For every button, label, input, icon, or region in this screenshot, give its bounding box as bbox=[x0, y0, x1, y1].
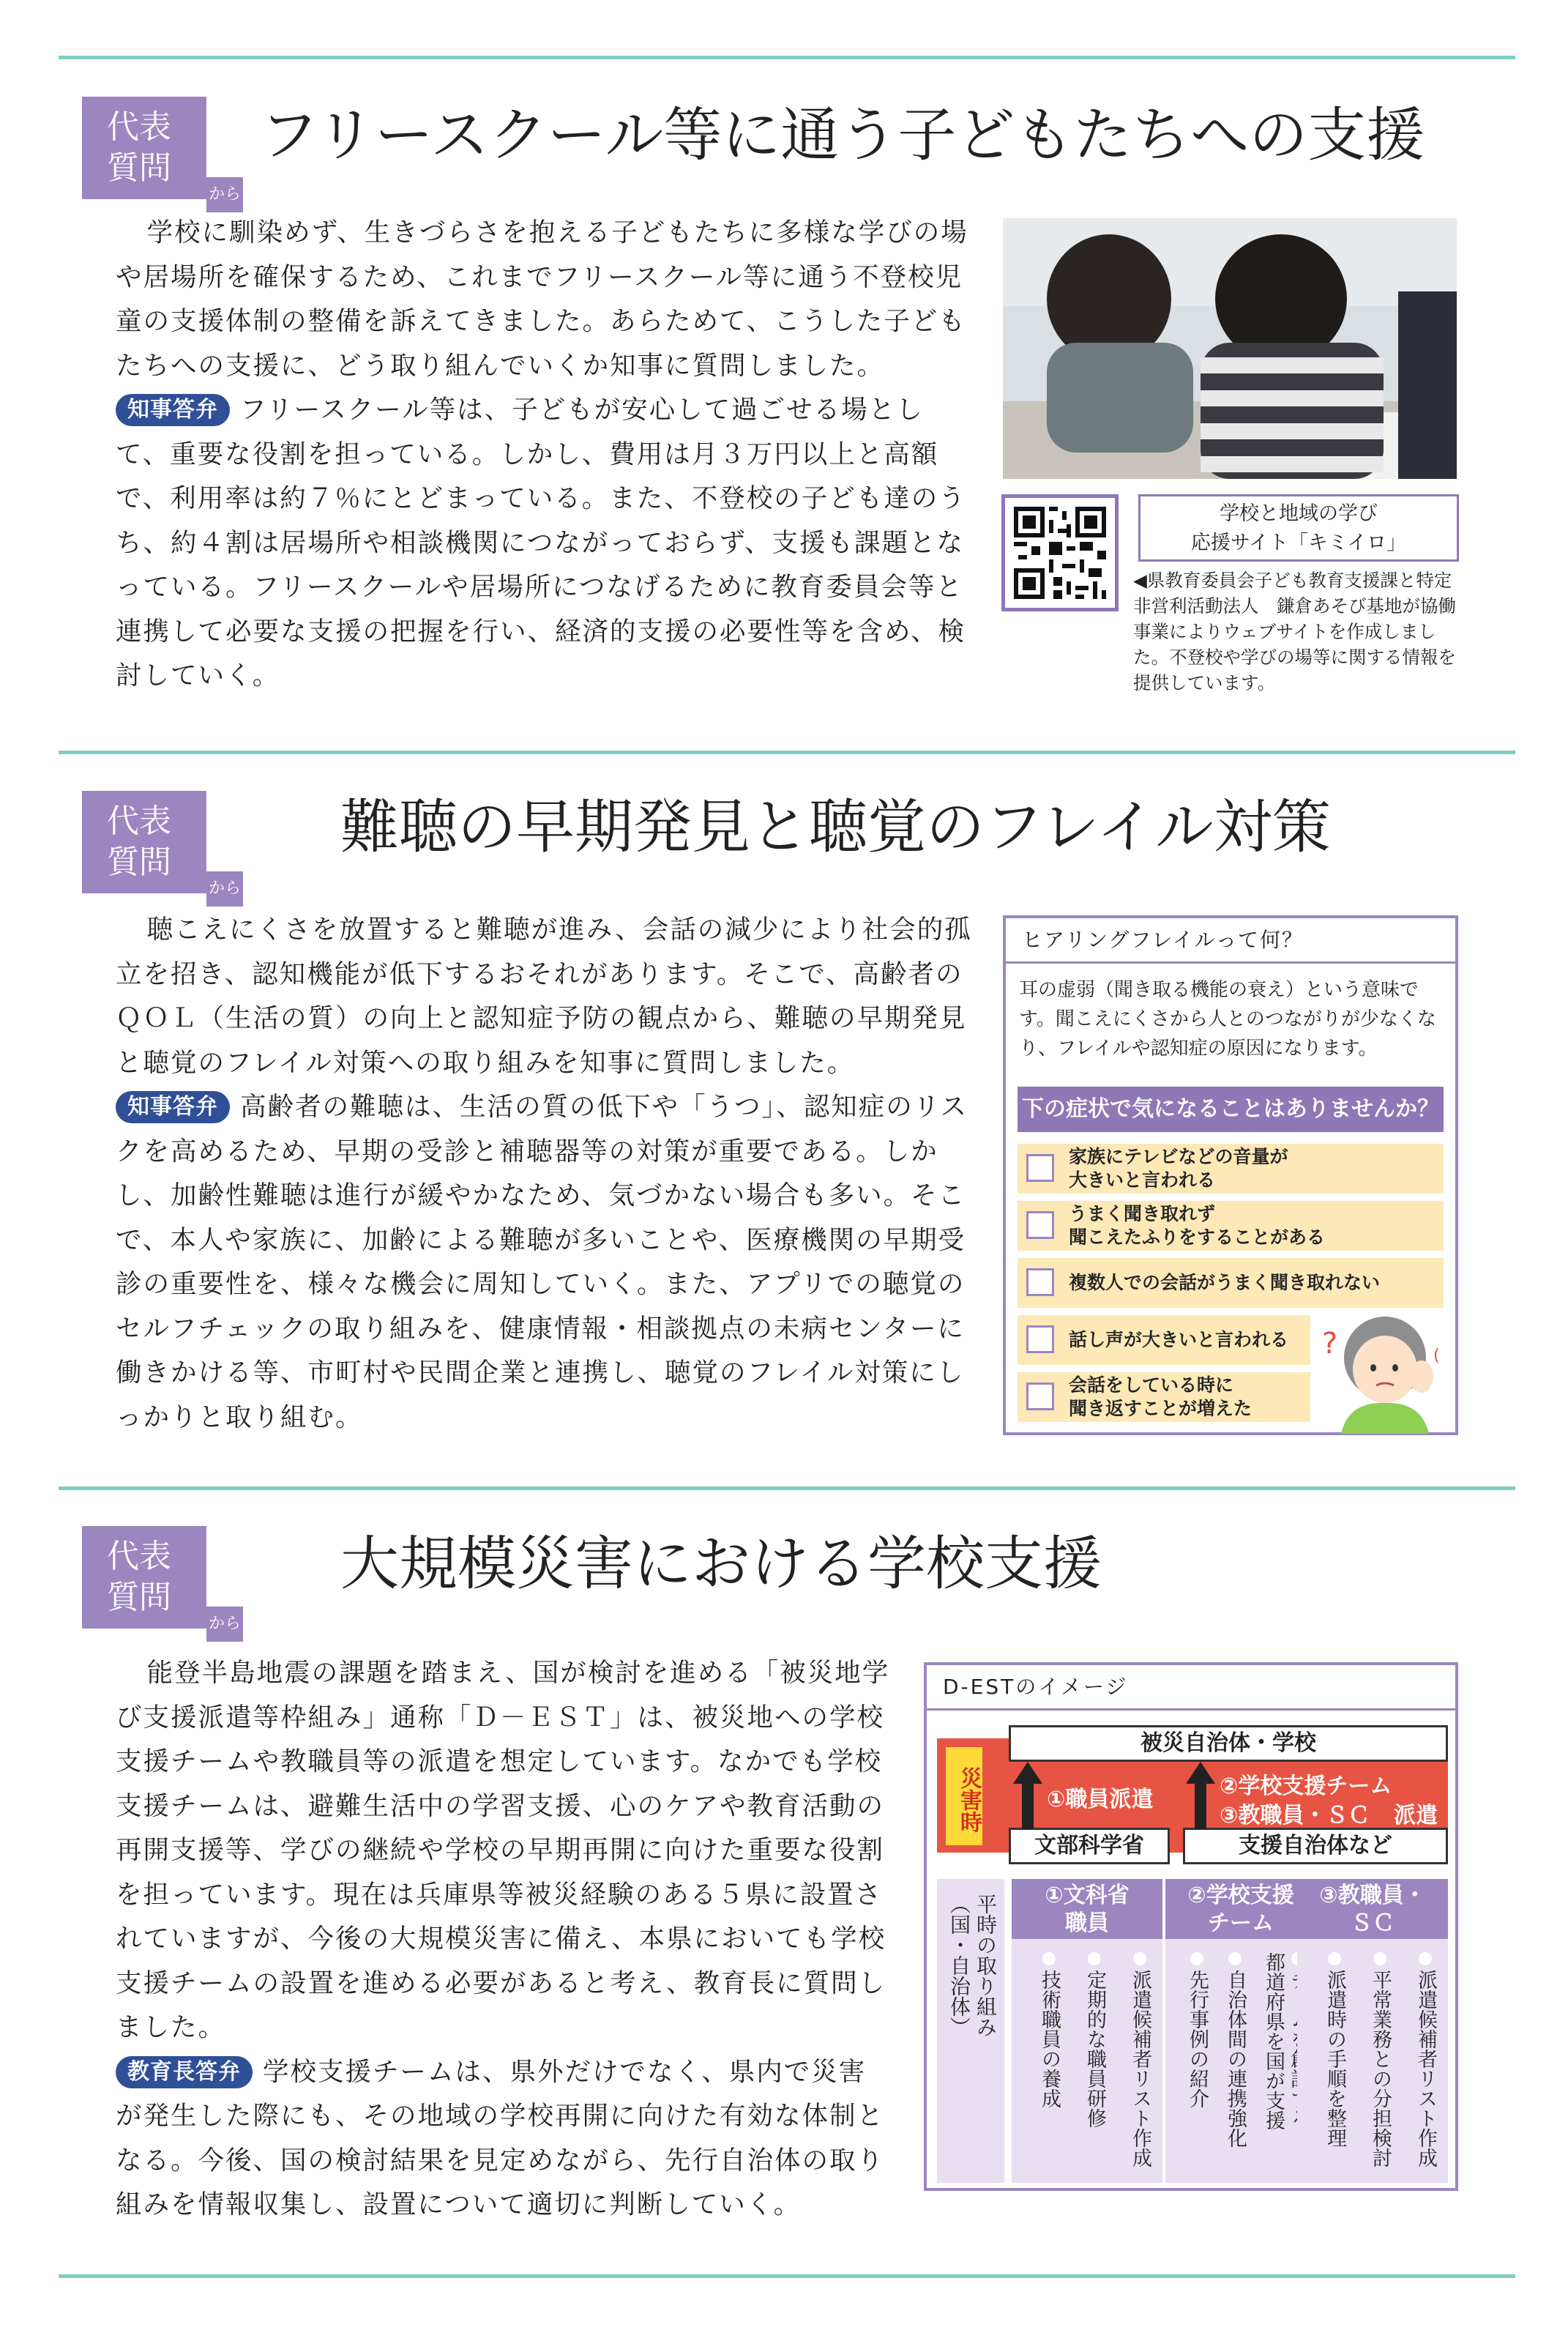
hearing-frail-box bbox=[1003, 915, 1458, 1435]
checkbox[interactable] bbox=[1026, 1268, 1054, 1296]
bullet-icon bbox=[1228, 1952, 1242, 1965]
bullet-icon bbox=[1190, 1952, 1203, 1965]
checkbox[interactable] bbox=[1026, 1154, 1054, 1182]
dispatch-label: 派遣 bbox=[1394, 1803, 1438, 1828]
symptom-item bbox=[1018, 1258, 1444, 1308]
bullet-icon bbox=[1133, 1952, 1146, 1965]
qr-code[interactable] bbox=[1001, 494, 1119, 611]
answer-text: フリースクール等は、子どもが安心して過ごせる場として、重要な役割を担っている。しかし、費用は月３万円以上と高額で、利用率は約７％にとどまっている。また、不登校の子ども達のうち、約４割は居場所や相談機関につながっておらず、支援も課題となっている。フリースクールや居場所につなげるために教育委員会等と連携して必要な支援の把握を行い、経済的支援の必要性等を含め、検討していく。 bbox=[116, 395, 966, 691]
column-item: 派遣候補者リスト作成 bbox=[1413, 1952, 1438, 2176]
dispatch-staff: ①職員派遣 bbox=[1047, 1787, 1154, 1812]
symptom-item bbox=[1018, 1315, 1310, 1365]
ministry-box: 文部科学省 bbox=[1009, 1828, 1170, 1864]
bullet-icon bbox=[1042, 1952, 1056, 1965]
column-support-team bbox=[1165, 1879, 1316, 2183]
symptom-question-bar: 下の症状で気になることはありませんか？ bbox=[1018, 1087, 1444, 1132]
question-tag bbox=[82, 1526, 241, 1658]
divider-bottom bbox=[59, 2274, 1515, 2278]
affected-box: 被災自治体・学校 bbox=[1009, 1725, 1448, 1762]
tag-sub: から bbox=[206, 1607, 243, 1642]
checkbox[interactable] bbox=[1026, 1211, 1054, 1239]
column-item: 派遣候補者リスト作成 bbox=[1127, 1952, 1152, 2176]
answer-text: 学校支援チームは、県外だけでなく、県内で災害が発生した際にも、その地域の学校再開に向けた有効な体制となる。今後、国の検討結果を見定めながら、先行自治体の取り組みを情報収集し、設置について適切に判断していく。 bbox=[116, 2056, 885, 2219]
section-body bbox=[116, 211, 972, 699]
symptom-label: 会話をしている時に 聞き返すことが増えた bbox=[1069, 1374, 1252, 1419]
section-body bbox=[116, 908, 976, 1440]
tag-main: 代表 質問 bbox=[82, 791, 206, 893]
column-item: 都道府県を国が支援 bbox=[1261, 1952, 1310, 2176]
dest-heading: D-ESTのイメージ bbox=[927, 1665, 1455, 1711]
column-ministry bbox=[1012, 1879, 1162, 2183]
question-tag bbox=[82, 97, 241, 228]
up-arrow-icon bbox=[1013, 1762, 1042, 1829]
section-title: 難聴の早期発見と聴覚のフレイル対策 bbox=[340, 793, 1331, 861]
tag-main: 代表 質問 bbox=[82, 97, 206, 199]
tag-sub: から bbox=[206, 177, 243, 212]
symptom-label: 複数人での会話がうまく聞き取れない bbox=[1069, 1272, 1381, 1293]
column-item: 自治体間の連携強化 bbox=[1222, 1952, 1247, 2176]
question-text: 能登半島地震の課題を踏まえ、国が検討を進める「被災地学び支援派遣等枠組み」通称「Ｄ－ＥＳＴ」は、被災地への学校支援チームや教職員等の派遣を想定しています。なかでも学校支援チームは、避難生活中の学習支援、心のケアや教育活動の再開支援等、学びの継続や学校の早期再開に向けた重要な役割を担っています。現在は兵庫県等被災経験のある５県に設置されていますが、今後の大規模災害に備え、本県においても学校支援チームの設置を進める必要があると考え、教育長に質問しました。 bbox=[116, 1658, 890, 2042]
hearing-description: 耳の虚弱（聞き取る機能の衰え）という意味です。聞こえにくさから人とのつながりが少なくなり、フレイルや認知症の原因になります。 bbox=[1019, 979, 1436, 1060]
dispatch-teachers: ③教職員・ＳＣ bbox=[1220, 1803, 1370, 1828]
column-head: ①文科省 職員 bbox=[1012, 1879, 1162, 1939]
answer-badge: 知事答弁 bbox=[116, 1091, 230, 1123]
symptom-item bbox=[1018, 1372, 1310, 1422]
tag-sub: から bbox=[206, 871, 243, 907]
section-title: フリースクール等に通う子どもたちへの支援 bbox=[260, 101, 1425, 169]
column-item: 技術職員の養成 bbox=[1037, 1952, 1061, 2176]
bullet-icon bbox=[1328, 1952, 1341, 1965]
normal-time-panel bbox=[937, 1879, 1004, 2183]
answer-paragraph bbox=[116, 2050, 892, 2228]
symptom-label: うまく聞き取れず 聞こえたふりをすることがある bbox=[1069, 1203, 1326, 1248]
disaster-label: 災害時 bbox=[946, 1747, 982, 1845]
column-item: 平常業務との分担検討 bbox=[1367, 1952, 1392, 2176]
svg-text:?: ? bbox=[1322, 1327, 1338, 1361]
bullet-icon bbox=[1088, 1952, 1101, 1965]
answer-text: 高齢者の難聴は、生活の質の低下や「うつ」、認知症のリスクを高めるため、早期の受診と補聴器等の対策が重要である。しかし、加齢性難聴は進行が緩やかなため、気づかない場合も多い。そこで、本人や家族に、加齢による難聴が多いことや、医療機関の早期受診の重要性を、様々な機会に周知していく。また、アプリでの聴覚のセルフチェックの取り組みを、健康情報・相談拠点の未病センターに働きかける等、市町村や民間企業と連携し、聴覚のフレイル対策にしっかりと取り組む。 bbox=[116, 1092, 968, 1432]
column-head: ②学校支援 チーム bbox=[1165, 1879, 1316, 1939]
dispatch-team: ②学校支援チーム bbox=[1220, 1774, 1392, 1799]
section-title: 大規模災害における学校支援 bbox=[340, 1530, 1102, 1598]
question-text: 学校に馴染めず、生きづらさを抱える子どもたちに多様な学びの場や居場所を確保するため、これまでフリースクール等に通う不登校児童の支援体制の整備を訴えてきました。あらためて、こうした子どもたちへの支援に、どう取り組んでいくか知事に質問しました。 bbox=[116, 217, 968, 381]
divider-top bbox=[59, 56, 1515, 59]
dest-diagram bbox=[924, 1662, 1458, 2191]
answer-badge: 教育長答弁 bbox=[116, 2056, 253, 2088]
support-box: 支援自治体など bbox=[1183, 1828, 1448, 1864]
checkbox[interactable] bbox=[1026, 1325, 1054, 1353]
elderly-woman-illustration bbox=[1312, 1309, 1451, 1434]
divider-2 bbox=[59, 1486, 1515, 1490]
symptom-label: 話し声が大きいと言われる bbox=[1069, 1329, 1289, 1350]
column-item: 定期的な職員研修 bbox=[1082, 1952, 1107, 2176]
symptom-label: 家族にテレビなどの音量が 大きいと言われる bbox=[1069, 1146, 1288, 1191]
column-teachers bbox=[1297, 1879, 1448, 2183]
bullet-icon bbox=[1419, 1952, 1432, 1965]
tag-main: 代表 質問 bbox=[82, 1526, 206, 1629]
section-body bbox=[116, 1651, 892, 2228]
symptom-item bbox=[1018, 1144, 1444, 1194]
column-item: 先行事例の紹介 bbox=[1184, 1952, 1209, 2176]
column-item: 派遣時の手順を整理 bbox=[1322, 1952, 1347, 2176]
question-tag bbox=[82, 791, 241, 923]
kimiiro-line1: 学校と地域の学び bbox=[1220, 502, 1378, 525]
kimiiro-caption: ◀県教育委員会子ども教育支援課と特定非営利活動法人 鎌倉あそび基地が協働事業によりウェブサイトを作成しました。不登校や学びの場等に関する情報を提供しています。 bbox=[1133, 570, 1456, 693]
divider-1 bbox=[59, 751, 1515, 754]
bullet-icon bbox=[1373, 1952, 1386, 1965]
symptom-item bbox=[1018, 1201, 1444, 1251]
normal-time-label: 平時の取り組み （国・自治体） bbox=[947, 1894, 998, 2037]
hearing-heading: ヒアリングフレイルって何？ bbox=[1006, 918, 1455, 964]
kimiiro-line2: 応援サイト「キミイロ」 bbox=[1190, 532, 1407, 554]
answer-paragraph bbox=[116, 388, 972, 699]
children-photo bbox=[1003, 218, 1457, 479]
answer-badge: 知事答弁 bbox=[116, 394, 230, 426]
column-head: ③教職員・ ＳＣ bbox=[1297, 1879, 1448, 1939]
checkbox[interactable] bbox=[1026, 1382, 1054, 1410]
answer-paragraph bbox=[116, 1085, 976, 1440]
svg-text:(: ( bbox=[1433, 1347, 1440, 1365]
question-text: 聴こえにくさを放置すると難聴が進み、会話の減少により社会的孤立を招き、認知機能が低下するおそれがあります。そこで、高齢者のＱＯＬ（生活の質）の向上と認知症予防の観点から、難聴の早期発見と聴覚のフレイル対策への取り組みを知事に質問しました。 bbox=[116, 915, 972, 1078]
kimiiro-label bbox=[1138, 494, 1459, 562]
up-arrow-icon bbox=[1186, 1762, 1215, 1829]
